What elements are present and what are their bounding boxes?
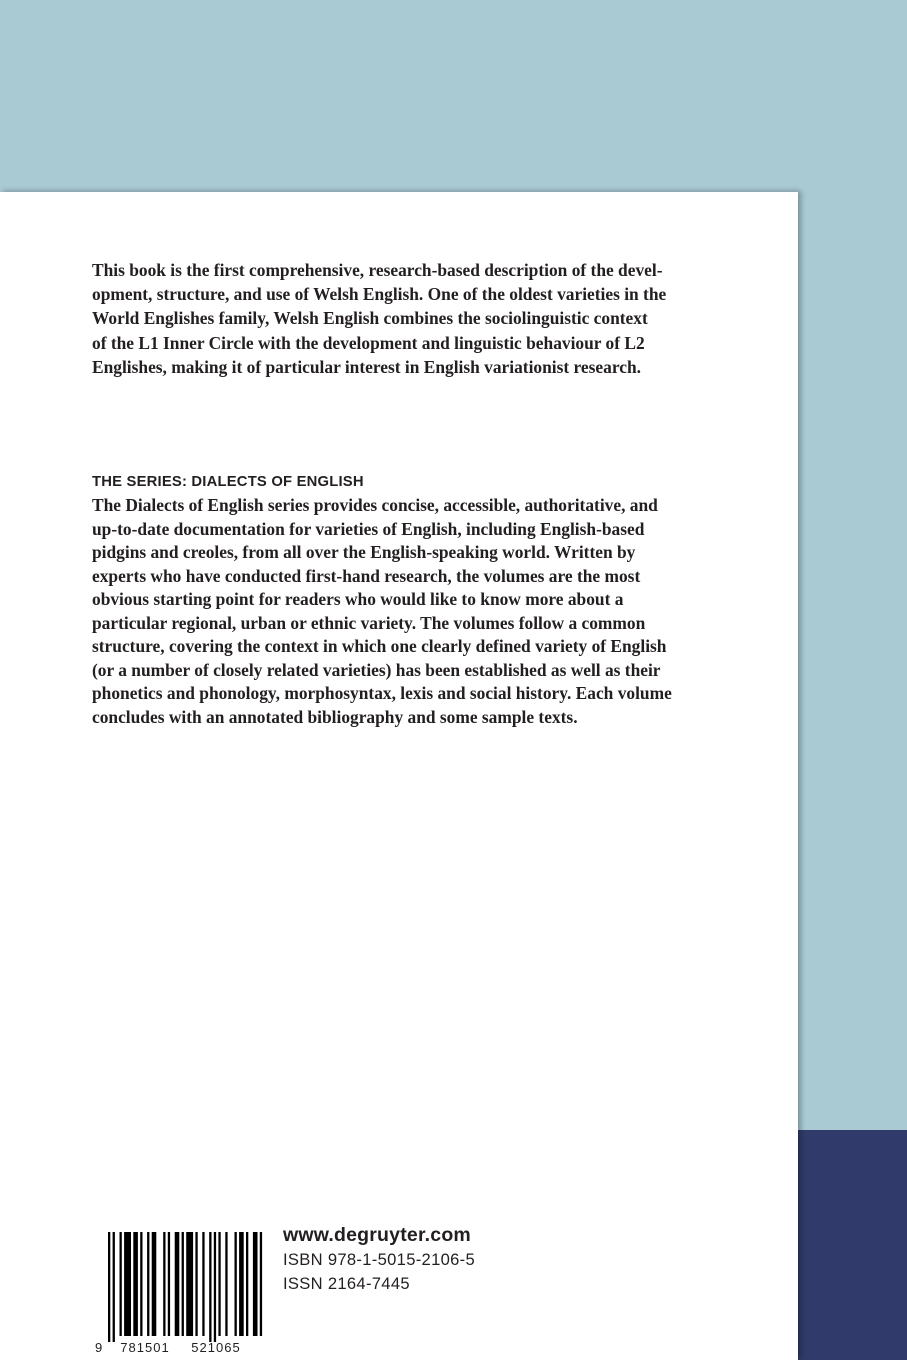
barcode-digits-right: 521065	[191, 1340, 241, 1355]
issn-number: ISSN 2164-7445	[283, 1274, 410, 1293]
book-description: This book is the first comprehensive, research-based description of the devel- opment, structure, and use of Welsh English. One of the oldest varieties in the World Englishes family, Welsh English combines the sociolinguistic context of the L1 Inner Circle with the development and linguistic behaviour of L2 Englishes, making it of particular interest in English variationist research.	[92, 260, 667, 377]
barcode-digits-left: 781501	[120, 1340, 170, 1355]
publisher-info	[283, 1222, 475, 1296]
barcode-bar	[163, 1232, 165, 1336]
barcode-bar	[214, 1232, 216, 1342]
barcode-bar	[235, 1232, 237, 1336]
barcode-bar	[218, 1232, 220, 1336]
barcode-bar	[133, 1232, 138, 1336]
isbn-number: ISBN 978-1-5015-2106-5	[283, 1250, 476, 1269]
barcode-bar	[113, 1232, 115, 1342]
barcode-bar	[182, 1232, 184, 1336]
barcode-bar	[209, 1232, 211, 1342]
barcode-bar	[147, 1232, 149, 1336]
series-description: The Dialects of English series provides concise, accessible, authoritative, and up-to-date documentation for varieties of English, including English-based pidgins and creoles, from all over the English-speaking world. Written by experts who have conducted first-hand research, the volumes are the most obvious starting point for readers who would like to know more about a particular regional, urban or ethnic variety. The volumes follow a common structure, covering the context in which one clearly defined variety of English (or a number of closely related varieties) has been established as well as their phonetics and phonology, morphosyntax, lexis and social history. Each volume concludes with an annotated bibliography and some sample texts.	[92, 495, 672, 727]
barcode-bar	[124, 1232, 131, 1336]
accent-band	[798, 1130, 907, 1360]
barcode-bar	[253, 1232, 258, 1336]
publisher-url: www.degruyter.com	[283, 1224, 471, 1246]
barcode-bar	[108, 1232, 110, 1342]
barcode-bar	[195, 1232, 197, 1336]
barcode-digit-lead: 9	[95, 1340, 103, 1355]
barcode-bar	[260, 1232, 262, 1336]
barcode-bar	[168, 1232, 170, 1336]
barcode-bar	[175, 1232, 180, 1336]
barcode-bar	[186, 1232, 193, 1336]
barcode-bar	[152, 1232, 157, 1336]
isbn-barcode	[92, 1228, 268, 1356]
barcode-bar	[120, 1232, 122, 1336]
barcode-bar	[140, 1232, 142, 1336]
barcode-graphic	[92, 1228, 268, 1356]
barcode-bar	[202, 1232, 204, 1336]
barcode-bar	[239, 1232, 244, 1336]
series-heading: THE SERIES: DIALECTS OF ENGLISH	[92, 474, 364, 490]
barcode-bar	[246, 1232, 248, 1336]
barcode-bar	[225, 1232, 227, 1336]
